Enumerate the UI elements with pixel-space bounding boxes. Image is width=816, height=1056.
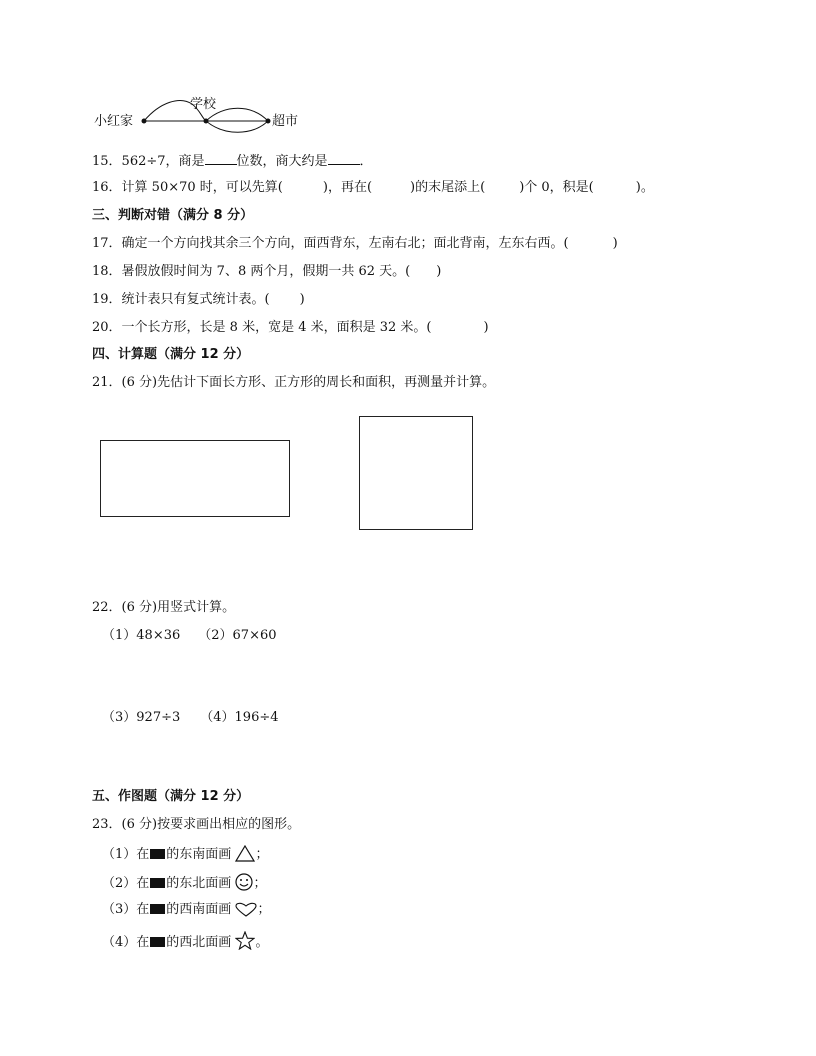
market-label: 超市 bbox=[272, 114, 299, 129]
q15-blank-2[interactable] bbox=[328, 152, 360, 165]
q23-item-1-post: 的东南面画 bbox=[166, 847, 232, 862]
q23-item-4-number: （4） bbox=[102, 935, 137, 950]
q23-item-4-post: 的西北面画 bbox=[166, 935, 232, 950]
q23-item-3-end: ； bbox=[257, 902, 271, 917]
q23-item-1 bbox=[102, 845, 268, 863]
route-diagram bbox=[94, 92, 314, 134]
q17-close: ) bbox=[612, 236, 618, 251]
q23-item-2-number: （2） bbox=[102, 876, 137, 891]
q15-blank-1[interactable] bbox=[205, 152, 237, 165]
question-15 bbox=[92, 152, 373, 170]
q18-text: 18．暑假放假时间为 7、8 两个月，假期一共 62 天。( bbox=[92, 264, 411, 279]
q23-item-4-end: 。 bbox=[255, 935, 269, 950]
black-square-icon bbox=[150, 904, 165, 914]
q23-item-1-number: （1） bbox=[102, 847, 137, 862]
heart-icon bbox=[235, 902, 257, 917]
q16-text-3: )的末尾添上( bbox=[410, 180, 486, 195]
section-5-heading: 五、作图题（满分 12 分） bbox=[92, 789, 250, 804]
q23-item-1-end: ； bbox=[255, 847, 269, 862]
q23-item-2-end: ； bbox=[253, 876, 267, 891]
question-19 bbox=[92, 292, 305, 308]
q22-problem-3: （3）927÷3 bbox=[102, 710, 181, 725]
home-dot bbox=[142, 119, 147, 124]
q20-text: 20．一个长方形，长是 8 米，宽是 4 米，面积是 32 米。( bbox=[92, 320, 432, 335]
question-22: 22．(6 分)用竖式计算。 bbox=[92, 600, 236, 615]
q23-item-1-pre: 在 bbox=[136, 847, 150, 862]
rectangle-figure bbox=[100, 440, 290, 517]
q19-close: ) bbox=[299, 292, 305, 307]
q16-text-1: 计算 50×70 时，可以先算( bbox=[121, 180, 283, 195]
black-square-icon bbox=[150, 937, 165, 947]
q22-problem-1: （1）48×36 bbox=[102, 628, 181, 643]
black-square-icon bbox=[150, 849, 165, 859]
q23-item-4-pre: 在 bbox=[136, 935, 150, 950]
market-dot bbox=[266, 119, 271, 124]
q23-item-2-post: 的东北面画 bbox=[166, 876, 232, 891]
q23-item-4 bbox=[102, 931, 268, 951]
question-16 bbox=[92, 180, 654, 196]
q15-text-1: 562÷7，商是 bbox=[121, 154, 205, 169]
black-square-icon bbox=[150, 878, 165, 888]
q15-text-3: ． bbox=[359, 154, 373, 169]
q23-item-3-post: 的西南面画 bbox=[166, 902, 232, 917]
question-17 bbox=[92, 236, 618, 252]
school-dot bbox=[204, 119, 209, 124]
square-figure bbox=[359, 416, 473, 530]
section-4-heading: 四、计算题（满分 12 分） bbox=[92, 347, 250, 362]
q20-close: ) bbox=[483, 320, 489, 335]
home-label: 小红家 bbox=[94, 114, 134, 129]
section-3-heading: 三、判断对错（满分 8 分） bbox=[92, 208, 254, 223]
q16-text-5: )。 bbox=[635, 180, 654, 195]
smiley-icon bbox=[235, 873, 253, 891]
q22-row-1 bbox=[102, 628, 277, 644]
q16-number: 16． bbox=[92, 180, 122, 195]
question-21: 21．(6 分)先估计下面长方形、正方形的周长和面积，再测量并计算。 bbox=[92, 375, 496, 390]
question-20 bbox=[92, 320, 489, 336]
school-label: 学校 bbox=[190, 97, 217, 112]
q23-item-3-pre: 在 bbox=[136, 902, 150, 917]
q16-text-2: )，再在( bbox=[322, 180, 373, 195]
q15-number: 15． bbox=[92, 154, 122, 169]
q22-problem-2: （2）67×60 bbox=[198, 628, 277, 643]
q17-text: 17．确定一个方向找其余三个方向，面西背东，左南右北；面北背南，左东右西。( bbox=[92, 236, 569, 251]
q23-item-2-pre: 在 bbox=[136, 876, 150, 891]
question-23: 23．(6 分)按要求画出相应的图形。 bbox=[92, 817, 301, 832]
q23-item-2 bbox=[102, 873, 266, 892]
star-icon bbox=[235, 931, 255, 950]
q23-item-3 bbox=[102, 902, 270, 918]
q18-close: ) bbox=[436, 264, 442, 279]
q22-row-2 bbox=[102, 710, 279, 726]
q22-problem-4: （4）196÷4 bbox=[200, 710, 279, 725]
q23-item-3-number: （3） bbox=[102, 902, 137, 917]
lower-road-2 bbox=[206, 121, 268, 132]
q15-text-2: 位数，商大约是 bbox=[236, 154, 328, 169]
question-18 bbox=[92, 264, 441, 280]
q16-text-4: )个 0，积是( bbox=[519, 180, 594, 195]
triangle-icon bbox=[235, 845, 255, 862]
q19-text: 19．统计表只有复式统计表。( bbox=[92, 292, 270, 307]
